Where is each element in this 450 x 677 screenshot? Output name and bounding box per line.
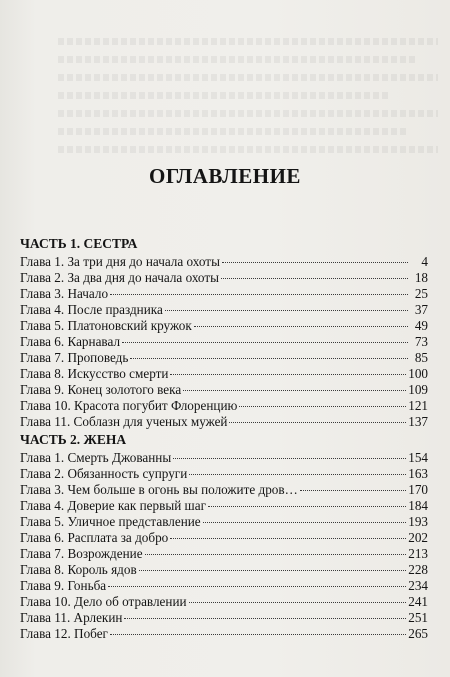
chapter-title: Глава 4. Доверие как первый шаг [20,498,206,513]
chapter-title: Глава 10. Красота погубит Флоренцию [20,398,238,413]
page-number: 25 [414,286,428,301]
toc-entry[interactable] [20,498,428,514]
chapter-title: Глава 5. Платоновский кружок [20,318,192,333]
toc-entry[interactable] [20,398,428,414]
leader-dots [189,601,407,603]
leader-dots [108,585,406,587]
leader-dots [203,521,407,523]
page-number: 228 [408,562,428,577]
chapter-title: Глава 10. Дело об отравлении [20,594,187,609]
toc-entry[interactable] [20,254,428,270]
leader-dots [222,261,408,263]
bleed-through-text [58,110,438,117]
part-heading: ЧАСТЬ 1. СЕСТРА [20,236,138,251]
toc-entry[interactable] [20,286,428,302]
toc-entry[interactable] [20,466,428,482]
bleed-through-text [58,56,418,63]
page-number: 193 [408,514,428,529]
chapter-title: Глава 8. Искусство смерти [20,366,169,381]
part-heading: ЧАСТЬ 2. ЖЕНА [20,432,127,447]
bleed-through-text [58,128,408,135]
bleed-through-text [58,74,438,81]
leader-dots [208,505,406,507]
chapter-title: Глава 3. Начало [20,286,109,301]
toc-list-part-1 [20,254,428,430]
leader-dots [170,373,406,375]
chapter-title: Глава 12. Побег [20,626,108,641]
chapter-title: Глава 6. Карнавал [20,334,121,349]
toc-entry[interactable] [20,382,428,398]
page-number: 170 [408,482,428,497]
chapter-title: Глава 3. Чем больше в огонь вы положите дров… [20,482,298,497]
toc-entry[interactable] [20,594,428,610]
page-number: 18 [414,270,428,285]
leader-dots [194,325,408,327]
toc-entry[interactable] [20,302,428,318]
page-number: 109 [408,382,428,397]
leader-dots [130,357,408,359]
toc-entry[interactable] [20,514,428,530]
toc-entry[interactable] [20,562,428,578]
toc-entry[interactable] [20,450,428,466]
chapter-title: Глава 8. Король ядов [20,562,137,577]
page-number: 241 [408,594,428,609]
leader-dots [122,341,408,343]
leader-dots [139,569,407,571]
chapter-title: Глава 9. Конец золотого века [20,382,182,397]
leader-dots [173,457,406,459]
leader-dots [145,553,407,555]
toc-entry[interactable] [20,610,428,626]
page-number: 202 [408,530,428,545]
chapter-title: Глава 4. После праздника [20,302,163,317]
toc-list-part-2 [20,450,428,642]
toc-entry[interactable] [20,482,428,498]
chapter-title: Глава 2. За два дня до начала охоты [20,270,219,285]
page-number: 265 [408,626,428,641]
bleed-through-text [58,146,438,153]
toc-entry[interactable] [20,414,428,430]
leader-dots [183,389,406,391]
chapter-title: Глава 5. Уличное представление [20,514,201,529]
toc-entry[interactable] [20,366,428,382]
page-number: 234 [408,578,428,593]
leader-dots [189,473,406,475]
bleed-through-text [58,92,388,99]
page-number: 184 [408,498,428,513]
page-number: 85 [414,350,428,365]
bleed-through-text [58,38,438,45]
page-number: 37 [414,302,428,317]
leader-dots [300,489,406,491]
chapter-title: Глава 11. Арлекин [20,610,123,625]
chapter-title: Глава 2. Обязанность супруги [20,466,188,481]
leader-dots [110,633,406,635]
chapter-title: Глава 1. За три дня до начала охоты [20,254,220,269]
toc-entry[interactable] [20,350,428,366]
page-number: 100 [408,366,428,381]
leader-dots [239,405,406,407]
chapter-title: Глава 1. Смерть Джованны [20,450,172,465]
toc-entry[interactable] [20,626,428,642]
chapter-title: Глава 9. Гоньба [20,578,107,593]
leader-dots [229,421,406,423]
page-number: 49 [414,318,428,333]
toc-entry[interactable] [20,546,428,562]
page-title: ОГЛАВЛЕНИЕ [149,164,301,188]
page-number: 213 [408,546,428,561]
page-number: 4 [421,254,428,269]
leader-dots [165,309,408,311]
toc-entry[interactable] [20,530,428,546]
chapter-title: Глава 11. Соблазн для ученых мужей [20,414,228,429]
leader-dots [124,617,406,619]
chapter-title: Глава 6. Расплата за добро [20,530,169,545]
toc-entry[interactable] [20,578,428,594]
page-number: 121 [408,398,428,413]
chapter-title: Глава 7. Возрождение [20,546,143,561]
page-number: 137 [408,414,428,429]
leader-dots [170,537,406,539]
leader-dots [221,277,408,279]
leader-dots [110,293,408,295]
toc-entry[interactable] [20,334,428,350]
chapter-title: Глава 7. Проповедь [20,350,129,365]
page-number: 163 [408,466,428,481]
toc-entry[interactable] [20,270,428,286]
page-number: 73 [414,334,428,349]
page-number: 251 [408,610,428,625]
page-number: 154 [408,450,428,465]
toc-entry[interactable] [20,318,428,334]
